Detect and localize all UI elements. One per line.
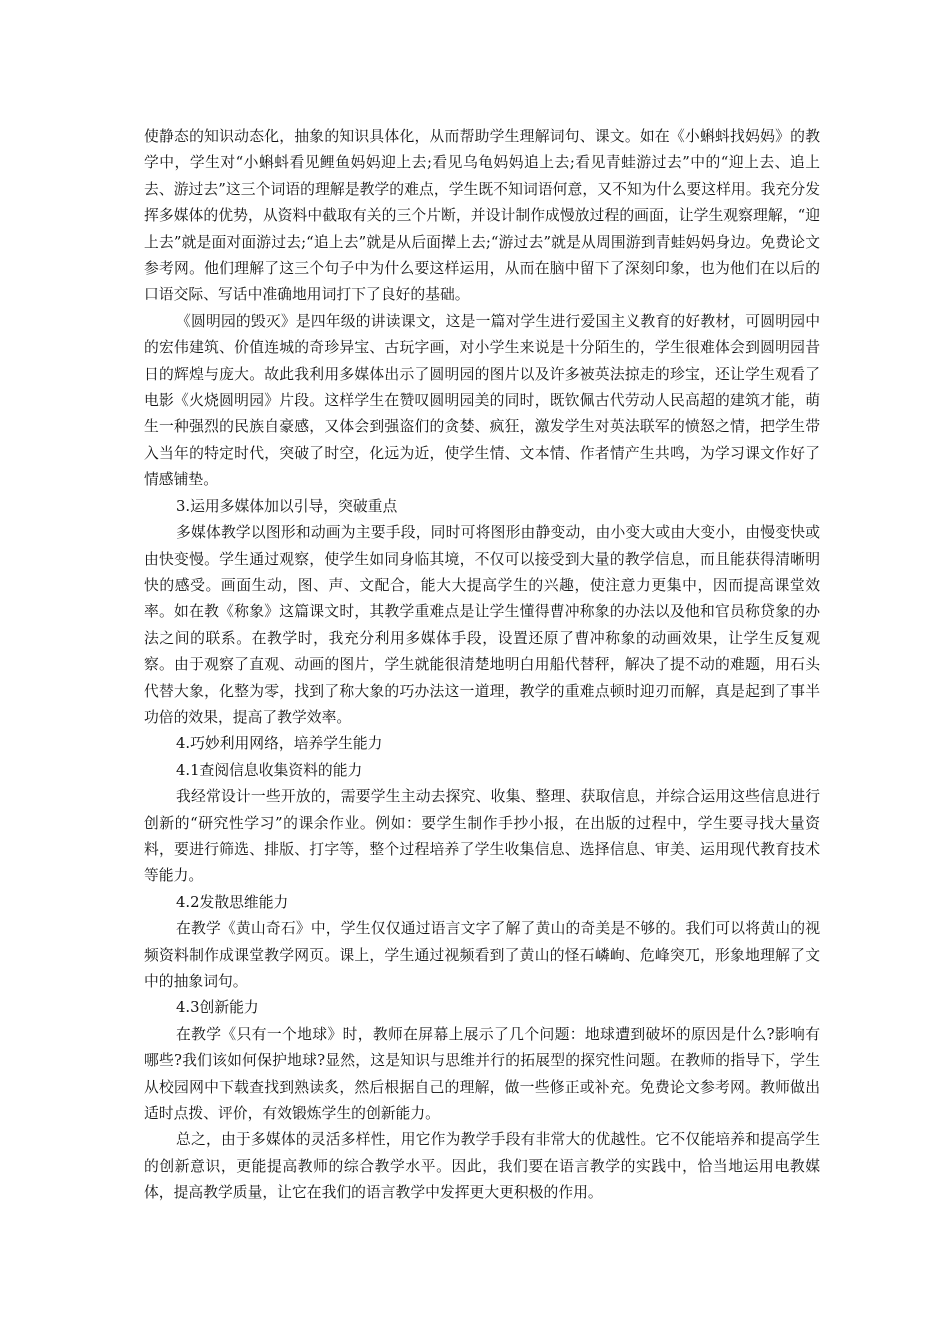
section-heading-4: 4.巧妙利用网络，培养学生能力 xyxy=(176,735,383,753)
paragraph-huangshan: 在教学《黄山奇石》中，学生仅仅通过语言文字了解了黄山的奇美是不够的。我们可以将黄山的视频资料制作成课堂教学网页。课上，学生通过视频看到了黄山的怪石嶙峋、危峰突兀，形象地理解了文中的抽象词句。 xyxy=(144,920,820,990)
paragraph-yuanmingyuan: 《圆明园的毁灭》是四年级的讲读课文，这是一篇对学生进行爱国主义教育的好教材，可圆明园中的宏伟建筑、价值连城的奇珍异宝、古玩字画，对小学生来说是十分陌生的，学生很难体会到圆明园昔日的辉煌与庞大。故此我利用多媒体出示了圆明园的图片以及许多被英法掠走的珍宝，还让学生观看了电影《火烧圆明园》片段。这样学生在赞叹圆明园美的同时，既钦佩古代劳动人民高超的建筑才能，萌生一种强烈的民族自豪感，又体会到强盗们的贪婪、疯狂，激发学生对英法联军的愤怒之情，把学生带入当年的特定时代，突破了时空，化远为近，使学生情、文本情、作者情产生共鸣，为学习课文作好了情感铺垫。 xyxy=(144,312,820,489)
document-body xyxy=(144,124,820,1207)
subsection-heading-4-1: 4.1查阅信息收集资料的能力 xyxy=(176,761,363,779)
section-heading-3: 3.运用多媒体加以引导，突破重点 xyxy=(176,497,398,515)
paragraph-chengxiang: 多媒体教学以图形和动画为主要手段，同时可将图形由静变动，由小变大或由大变小，由慢变快或由快变慢。学生通过观察，使学生如同身临其境，不仅可以接受到大量的教学信息，而且能获得清晰明快的感受。画面生动，图、声、文配合，能大大提高学生的兴趣，使注意力更集中，因而提高课堂效率。如在教《称象》这篇课文时，其教学重难点是让学生懂得曹冲称象的办法以及他和官员称贷象的办法之间的联系。在教学时，我充分利用多媒体手段，设置还原了曹冲称象的动画效果，让学生反复观察。由于观察了直观、动画的图片，学生就能很清楚地明白用船代替秤，解决了提不动的难题，用石头代替大象，化整为零，找到了称大象的巧办法这一道理，教学的重难点顿时迎刃而解，真是起到了事半功倍的效果，提高了教学效率。 xyxy=(144,524,820,726)
paragraph-information-collection: 我经常设计一些开放的，需要学生主动去探究、收集、整理、获取信息，并综合运用这些信息进行创新的“研究性学习”的课余作业。例如：要学生制作手抄小报，在出版的过程中，学生要寻找大量资料，要进行筛选、排版、打字等，整个过程培养了学生收集信息、选择信息、审美、运用现代教育技术等能力。 xyxy=(144,788,820,885)
paragraph-conclusion: 总之，由于多媒体的灵活多样性，用它作为教学手段有非常大的优越性。它不仅能培养和提高学生的创新意识，更能提高教师的综合教学水平。因此，我们要在语言教学的实践中，恰当地运用电教媒体，提高教学质量，让它在我们的语言教学中发挥更大更积极的作用。 xyxy=(144,1131,820,1202)
subsection-heading-4-2: 4.2发散思维能力 xyxy=(176,893,289,911)
subsection-heading-4-3: 4.3创新能力 xyxy=(176,999,259,1017)
paragraph-earth: 在教学《只有一个地球》时，教师在屏幕上展示了几个问题：地球遭到破坏的原因是什么?影响有哪些?我们该如何保护地球?显然，这是知识与思维并行的拓展型的探究性问题。在教师的指导下，学生从校园网中下载查找到熟读炙，然后根据自己的理解，做一些修正或补充。免费论文参考网。教师做出适时点拨、评价，有效锻炼学生的创新能力。 xyxy=(144,1025,820,1123)
paragraph-continuation: 使静态的知识动态化，抽象的知识具体化，从而帮助学生理解词句、课文。如在《小蝌蚪找妈妈》的教学中，学生对“小蝌蚪看见鲤鱼妈妈迎上去;看见乌龟妈妈追上去;看见青蛙游过去”中的“迎上去、追上去、游过去”这三个词语的理解是教学的难点，学生既不知词语何意，又不知为什么要这样用。我充分发挥多媒体的优势，从资料中截取有关的三个片断，并设计制作成慢放过程的画面，让学生观察理解，“迎上去”就是面对面游过去;“追上去”就是从后面撵上去;“游过去”就是从周围游到青蛙妈妈身边。免费论文参考网。他们理解了这三个句子中为什么要这样运用，从而在脑中留下了深刻印象，也为他们在以后的口语交际、写话中准确地用词打下了良好的基础。 xyxy=(144,128,820,304)
